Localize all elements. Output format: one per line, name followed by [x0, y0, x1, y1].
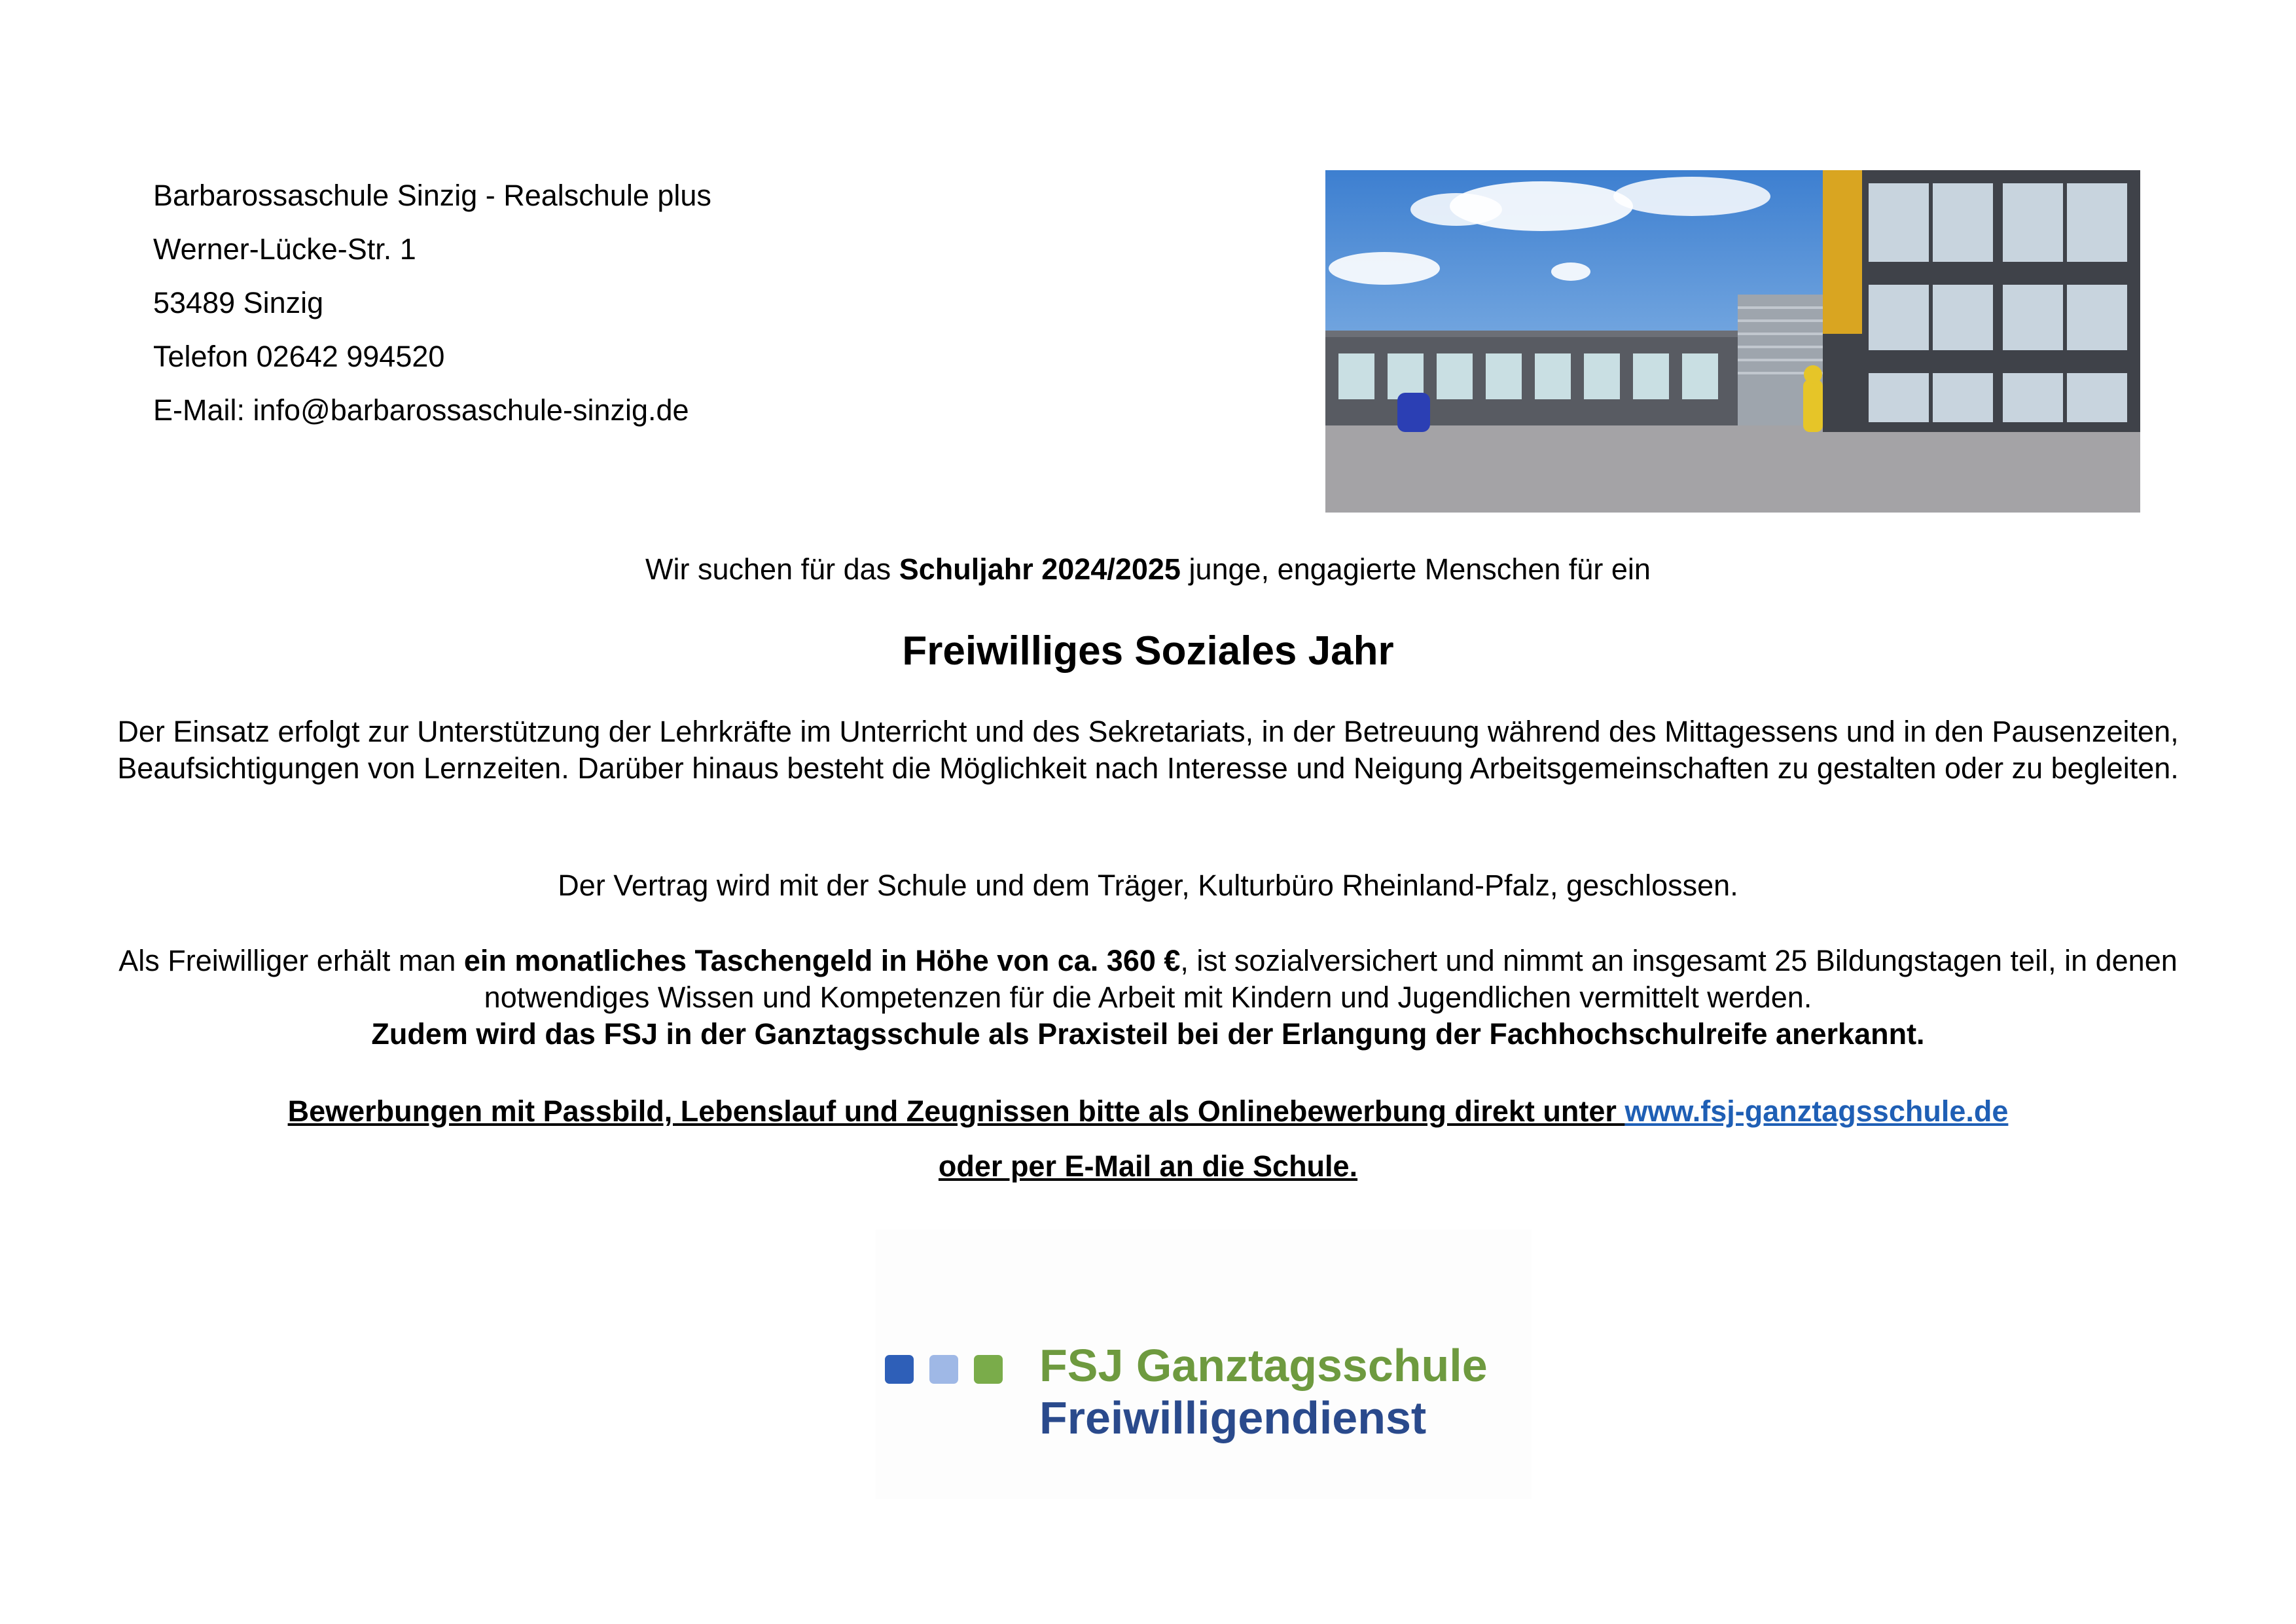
logo-text-line1: FSJ Ganztagsschule	[1039, 1340, 1488, 1391]
application-email-note: oder per E-Mail an die Schule.	[938, 1149, 1358, 1183]
duties-paragraph: Der Einsatz erfolgt zur Unterstützung der Lehrkräfte im Unterricht und des Sekretariats, in der Betreuung während des Mittagessens und in den Pausenzeiten, Beaufsichtigungen von Lernzeiten. Darüber hinaus besteht die Möglichkeit nach Interesse und Neigung Arbeitsgemeinschaften zu gestalten oder zu begleiten.	[117, 715, 2179, 785]
school-building-photo	[1325, 170, 2140, 513]
logo-square-green	[974, 1355, 1003, 1384]
logo-square-blue	[885, 1355, 914, 1384]
intro-school-year: Schuljahr 2024/2025	[899, 552, 1181, 586]
fsj-logo	[876, 1229, 1532, 1499]
postal-city: 53489 Sinzig	[153, 286, 324, 319]
contract-paragraph: Der Vertrag wird mit der Schule und dem Träger, Kulturbüro Rheinland-Pfalz, geschlossen.	[558, 869, 1738, 902]
recognition-sentence: Zudem wird das FSJ in der Ganztagsschule als Praxisteil bei der Erlangung der Fachhochschulreife anerkannt.	[371, 1017, 1925, 1051]
benefits-post: , ist sozialversichert und nimmt an insgesamt 25 Bildungstagen teil, in denen notwendiges Wissen und Kompetenzen für die Arbeit mit Kindern und Jugendlichen vermittelt werden.	[484, 944, 2178, 1014]
benefits-pre: Als Freiwilliger erhält man	[118, 944, 464, 977]
page-title: Freiwilliges Soziales Jahr	[902, 628, 1394, 674]
intro-post: junge, engagierte Menschen für ein	[1180, 552, 1651, 586]
logo-text-line2: Freiwilligendienst	[1039, 1392, 1427, 1443]
application-line	[98, 1092, 2198, 1131]
application-link[interactable]: www.fsj-ganztagsschule.de	[1624, 1094, 2009, 1128]
intro-pre: Wir suchen für das	[645, 552, 899, 586]
application-text: Bewerbungen mit Passbild, Lebenslauf und Zeugnissen bitte als Onlinebewerbung direkt unter	[287, 1094, 1625, 1128]
street: Werner-Lücke-Str. 1	[153, 232, 416, 266]
benefits-paragraph	[98, 943, 2198, 1053]
school-name: Barbarossaschule Sinzig - Realschule plus	[153, 179, 711, 212]
phone: Telefon 02642 994520	[153, 340, 445, 373]
pocket-money: ein monatliches Taschengeld in Höhe von ca. 360 €	[463, 944, 1181, 977]
address-block	[153, 169, 711, 437]
email: E-Mail: info@barbarossaschule-sinzig.de	[153, 393, 689, 427]
logo-square-light-blue	[929, 1355, 958, 1384]
application-line-2	[98, 1147, 2198, 1186]
intro-line	[98, 550, 2198, 589]
